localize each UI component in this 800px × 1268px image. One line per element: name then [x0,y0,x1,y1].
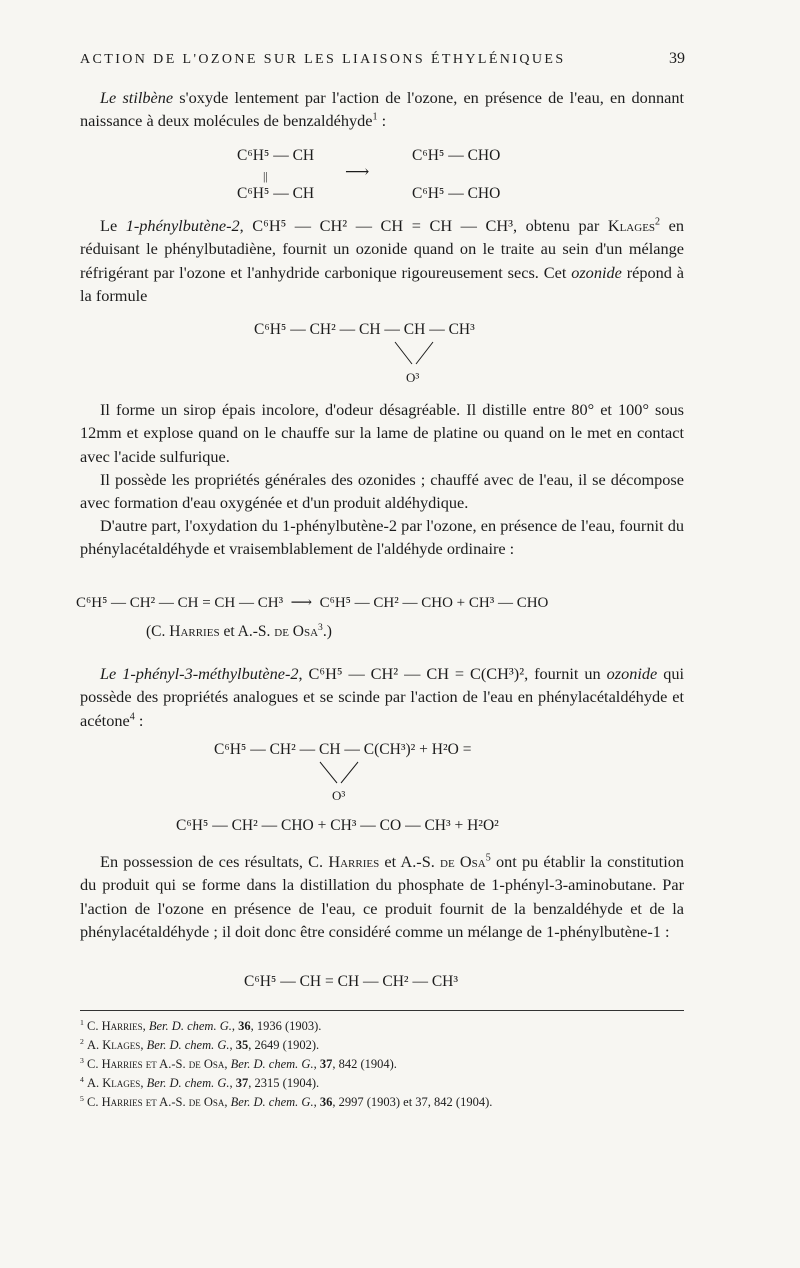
footnote-volume: 36 [238,1019,251,1033]
ozone-bridge-1 [390,340,440,370]
ozonide-term: ozonide [571,262,622,282]
footnote-separator [80,1010,684,1011]
footnote-ref[interactable]: 4 [129,711,135,723]
ref-text: (C. [146,623,170,640]
footnote-detail: , 842 (1904). [332,1057,397,1071]
footnote-detail: , 2997 (1903) et 37, 842 (1904). [332,1095,493,1109]
footnote-journal: Ber. D. chem. G. [230,1057,314,1071]
paragraph-text: et A.-S. [379,852,441,871]
footnote-2: $^2$ A. Klages, Ber. D. chem. G., 35, 2649 (1902). [80,1036,320,1052]
paragraph-text: : [134,710,144,730]
footnote-number: 2 [80,1036,84,1046]
footnote-number: 4 [80,1074,84,1084]
stilbene-bottom-left: C⁶H⁵ — CH [237,185,315,202]
paragraph-text: : [377,111,387,131]
oxidation-reaction: C⁶H⁵ — CH² — CH = CH — CH³ ⟶ C⁶H⁵ — CH² — CHO + CH³ — CHO [76,595,549,611]
paragraph-oxidation: D'autre part, l'oxydation du 1-phénylbutène-2 par l'ozone, en présence de l'eau, fournit du phénylacétaldéhyde et vraisemblablement de l'aldéhyde ordinaire : [80,516,684,559]
ozonide-formula-2: C⁶H⁵ — CH² — CH — C(CH³)² + H²O = [214,741,472,758]
footnote-journal: Ber. D. chem. G. [146,1076,230,1090]
stilbene-bottom-right: C⁶H⁵ — CHO [412,185,501,202]
footnote-volume: 37 [319,1057,333,1071]
paragraph-text: s'oxyde lentement par l'action de l'ozone, en présence de l'eau, en donnant naissance à deux molécules de benzaldéhyde [80,88,684,131]
footnote-5: $^5$ C. Harries et A.-S. de Osa, Ber. D. chem. G., 36, 2997 (1903) et 37, 842 (1904). [80,1093,493,1109]
paragraph-text: En possession de ces résultats, C. [100,852,329,871]
running-header [80,50,685,68]
paragraph-text: en réduisant le phénylbutadiène, fournit un ozonide quand on le traite au sein d'un mélange réfrigérant par l'ozone et l'anhydride carbonique rigoureusement secs. Cet [80,216,685,282]
footnote-1: $^1$ C. Harries, Ber. D. chem. G., 36, 1936 (1903). [80,1017,322,1033]
ozonide-formula-1: C⁶H⁵ — CH² — CH — CH — CH³ [254,321,475,338]
footnote-author: C. Harries [87,1019,143,1033]
author-name: de Osa [440,852,486,871]
footnote-journal: Ber. D. chem. G. [230,1095,314,1109]
paragraph-text: qui possède des propriétés analogues et se scinde par l'action de l'eau en phénylacétaldéhyde et acétone [80,664,684,730]
paragraph-constitution [80,850,684,943]
paragraph-properties: Il forme un sirop épais incolore, d'odeur désagréable. Il distille entre 80° et 100° sous 12mm et explose quand on le chauffe sur la lame de platine ou quand on le met en contact avec l'acide sulfurique. [80,400,684,466]
footnote-author: C. Harries et A.-S. de Osa [87,1057,225,1071]
footnote-author: C. Harries et A.-S. de Osa [87,1095,225,1109]
paragraph-stilbene [80,86,684,133]
ref-text: et A.-S. [219,623,275,640]
stilbene-top-right: C⁶H⁵ — CHO [412,147,501,164]
hydrolysis-products: C⁶H⁵ — CH² — CHO + CH³ — CO — CH³ + H²O² [176,817,499,834]
footnote-3: $^3$ C. Harries et A.-S. de Osa, Ber. D. chem. G., 37, 842 (1904). [80,1055,397,1071]
author-name: Klages [607,216,656,235]
footnote-number: 1 [80,1017,84,1027]
footnote-number: 5 [80,1093,84,1103]
footnote-detail: , 2649 (1902). [248,1038,320,1052]
footnote-detail: , 2315 (1904). [248,1076,320,1090]
page-number: 39 [669,50,685,67]
ozone-label-1: O³ [406,370,420,385]
footnote-author: A. Klages [87,1038,141,1052]
ozone-label-2: O³ [332,788,346,803]
paragraph-text: répond à la formule [80,262,684,305]
paragraph-methylbutene [80,662,684,732]
final-formula: C⁶H⁵ — CH = CH — CH² — CH³ [244,973,459,990]
footnote-volume: 37 [235,1076,249,1090]
reaction-arrow: ⟶ [345,162,370,181]
footnote-ref[interactable]: 3 [318,621,323,633]
paragraph-ozonide-general: Il possède les propriétés générales des ozonides ; chauffé avec de l'eau, il se décompose avec formation d'eau oxygénée et d'un produit aldéhydique. [80,470,684,513]
paragraph-phenylbutene [80,214,684,307]
ozone-bridge-2 [316,760,364,788]
footnote-detail: , 1936 (1903). [250,1019,322,1033]
running-title: ACTION DE L'OZONE SUR LES LIAISONS ÉTHYLÉNIQUES [80,52,566,67]
reaction-reference [146,622,332,642]
ref-text: .) [322,623,332,640]
author-name: Harries [328,852,380,871]
double-bond: || [263,169,268,183]
paragraph-text: , C⁶H⁵ — CH² — CH = CH — CH³, obtenu par [239,216,608,235]
compound-name: 1-phénylbutène-2 [125,216,240,235]
footnote-number: 3 [80,1055,84,1065]
footnote-author: A. Klages [87,1076,141,1090]
footnote-journal: Ber. D. chem. G. [148,1019,232,1033]
footnote-volume: 35 [235,1038,249,1052]
footnote-journal: Ber. D. chem. G. [146,1038,230,1052]
footnote-ref[interactable]: 5 [485,852,491,864]
footnote-4: $^4$ A. Klages, Ber. D. chem. G., 37, 2315 (1904). [80,1074,320,1090]
paragraph-text: Le [100,216,126,235]
ozonide-term: ozonide [606,664,658,683]
compound-name: Le 1-phényl-3-méthylbutène-2 [100,664,299,683]
stilbene-top-left: C⁶H⁵ — CH [237,147,315,164]
stilbene-name: Le stilbène [100,88,174,107]
author-name: Harries [169,623,220,640]
author-name: de Osa [274,623,319,640]
paragraph-text: ont pu établir la constitution du produit qui se forme dans la distillation du phosphate de 1-phényl-3-aminobutane. Par l'action de l'ozone en présence de l'eau, ce produit fournit de la benzaldéhyde et de la phénylacétaldéhyde ; il doit donc être considéré comme un mélange de 1-phénylbutène-1 : [80,852,685,941]
footnote-ref[interactable]: 2 [655,216,661,228]
footnote-ref[interactable]: 1 [372,111,378,123]
paragraph-text: , C⁶H⁵ — CH² — CH = C(CH³)², fournit un [298,664,607,683]
footnote-volume: 36 [319,1095,333,1109]
